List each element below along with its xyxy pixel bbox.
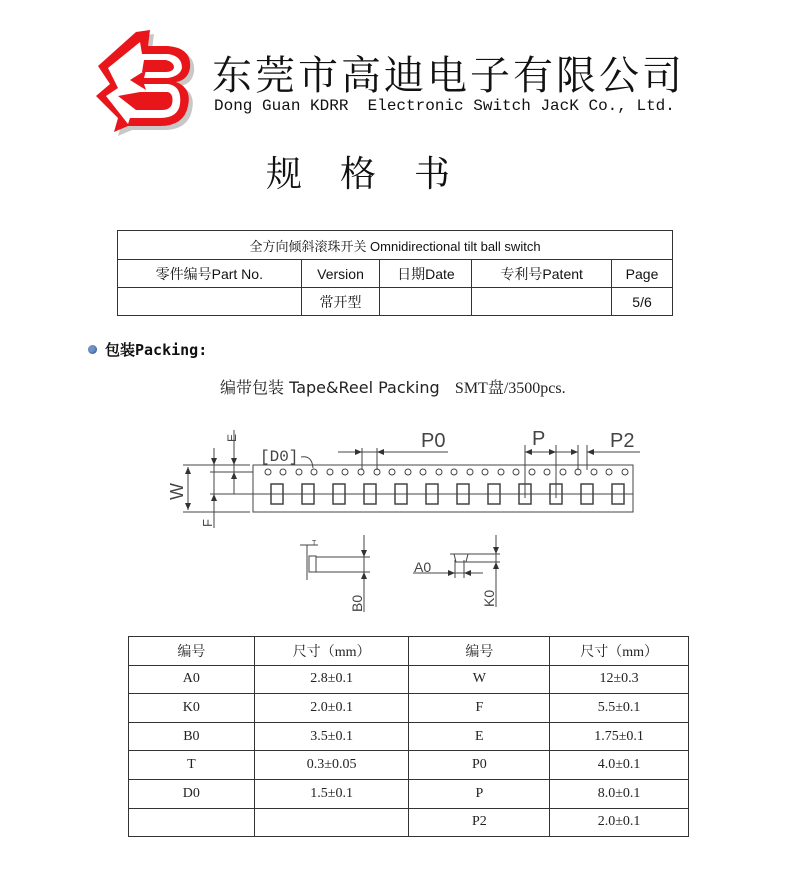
table-header-row (129, 637, 689, 666)
company-name-en: Dong Guan KDRR Electronic Switch JacK Co., Ltd. (214, 97, 675, 115)
cell: 0.3±0.05 (254, 751, 409, 780)
header-patent: 专利号Patent (472, 260, 612, 288)
cell: 2.0±0.1 (254, 694, 409, 723)
cell: E (409, 722, 550, 751)
packing-heading-text: 包装Packing: (105, 341, 208, 359)
cell: 2.0±0.1 (550, 808, 689, 837)
cell: P2 (409, 808, 550, 837)
title-char: 书 (414, 154, 451, 195)
label-k0: K0 (481, 589, 497, 607)
cell: F (409, 694, 550, 723)
header-code: 编号 (129, 637, 255, 666)
cell: W (409, 665, 550, 694)
packing-type: 编带包装 Tape&Reel Packing (220, 378, 440, 397)
table-row (129, 722, 689, 751)
label-a0: A0 (414, 559, 432, 575)
label-d0: [D0] (260, 448, 299, 466)
cell: K0 (129, 694, 255, 723)
cell: 2.8±0.1 (254, 665, 409, 694)
cell: B0 (129, 722, 255, 751)
cell: P (409, 779, 550, 808)
cell: 1.75±0.1 (550, 722, 689, 751)
label-f: F (200, 519, 215, 527)
cell: 3.5±0.1 (254, 722, 409, 751)
table-row (129, 808, 689, 837)
table-row (129, 779, 689, 808)
packing-quantity: SMT盘/3500pcs. (454, 380, 566, 397)
label-p0: P0 (421, 430, 446, 452)
cell: T (129, 751, 255, 780)
label-w: W (167, 483, 187, 500)
label-e: E (225, 433, 239, 442)
header-page: Page (612, 260, 673, 288)
cell: 5.5±0.1 (550, 694, 689, 723)
cell (254, 808, 409, 837)
cell: A0 (129, 665, 255, 694)
label-t: T (312, 540, 317, 547)
company-name-cn: 东莞市高迪电子有限公司 (212, 53, 685, 99)
header-code: 编号 (409, 637, 550, 666)
table-row (129, 665, 689, 694)
value-page: 5/6 (612, 288, 673, 316)
value-version: 常开型 (301, 288, 380, 316)
header-date: 日期Date (380, 260, 472, 288)
header-version: Version (301, 260, 380, 288)
cell: 4.0±0.1 (550, 751, 689, 780)
cell: 12±0.3 (550, 665, 689, 694)
title-char: 规 (266, 154, 303, 195)
header-size: 尺寸（mm） (254, 637, 409, 666)
tape-outline (253, 465, 633, 512)
cell: D0 (129, 779, 255, 808)
cell: P0 (409, 751, 550, 780)
label-p: P (532, 428, 546, 450)
header-size: 尺寸（mm） (550, 637, 689, 666)
header-part-no: 零件编号Part No. (118, 260, 302, 288)
title-char: 格 (340, 154, 377, 195)
cell: 1.5±0.1 (254, 779, 409, 808)
label-b0: B0 (349, 594, 365, 612)
label-p2: P2 (610, 430, 635, 452)
cell (129, 808, 255, 837)
table-row (129, 694, 689, 723)
dimensions-table (128, 636, 689, 837)
cell: 8.0±0.1 (550, 779, 689, 808)
product-title-cell: 全方向倾斜滚珠开关 Omnidirectional tilt ball switch (118, 231, 673, 260)
sprocket-holes (265, 469, 628, 475)
table-row (129, 751, 689, 780)
